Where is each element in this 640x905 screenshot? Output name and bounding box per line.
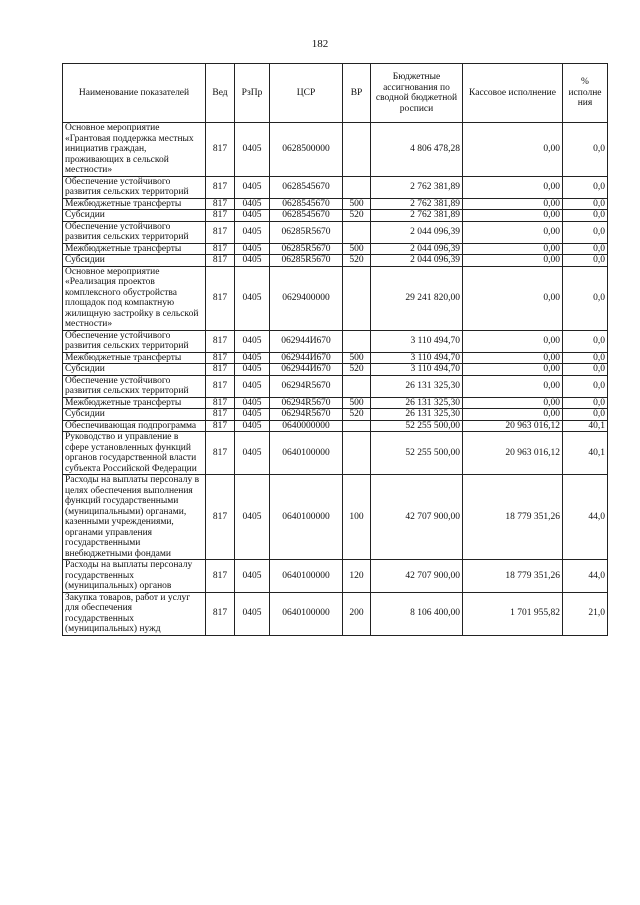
header-vr: ВР [343, 64, 371, 123]
cell-budget: 2 044 096,39 [371, 221, 463, 243]
cell-pct: 44,0 [563, 560, 608, 593]
cell-csr: 0628545670 [270, 210, 343, 222]
cell-rzpr: 0405 [235, 330, 270, 352]
table-row [63, 266, 608, 330]
cell-ved: 817 [206, 397, 235, 409]
cell-csr: 06294R5670 [270, 409, 343, 421]
cell-csr: 06285R5670 [270, 221, 343, 243]
cell-csr: 06294R5670 [270, 397, 343, 409]
cell-cash: 0,00 [463, 409, 563, 421]
table-row [63, 432, 608, 475]
cell-pct: 0,0 [563, 255, 608, 267]
cell-rzpr: 0405 [235, 475, 270, 560]
cell-vr: 200 [343, 592, 371, 635]
cell-budget: 3 110 494,70 [371, 330, 463, 352]
cell-ved: 817 [206, 364, 235, 376]
cell-pct: 0,0 [563, 397, 608, 409]
cell-vr [343, 266, 371, 330]
cell-name: Расходы на выплаты персоналу в целях обеспечения выполнения функций государственными (муниципальными) органами, казенными учреждениями, органами управления государственными внебюджетными фондами [63, 475, 206, 560]
cell-rzpr: 0405 [235, 243, 270, 255]
cell-ved: 817 [206, 266, 235, 330]
cell-budget: 2 762 381,89 [371, 210, 463, 222]
cell-ved: 817 [206, 352, 235, 364]
cell-vr: 500 [343, 397, 371, 409]
cell-rzpr: 0405 [235, 409, 270, 421]
cell-name: Обеспечивающая подпрограмма [63, 420, 206, 432]
cell-rzpr: 0405 [235, 397, 270, 409]
cell-csr: 0640100000 [270, 475, 343, 560]
table-row [63, 330, 608, 352]
cell-csr: 062944И670 [270, 330, 343, 352]
cell-csr: 0640100000 [270, 432, 343, 475]
table-row [63, 198, 608, 210]
cell-budget: 52 255 500,00 [371, 432, 463, 475]
table-header-row [63, 64, 608, 123]
cell-cash: 0,00 [463, 330, 563, 352]
cell-ved: 817 [206, 432, 235, 475]
cell-cash: 0,00 [463, 364, 563, 376]
table-row [63, 375, 608, 397]
cell-budget: 2 762 381,89 [371, 198, 463, 210]
cell-name: Обеспечение устойчивого развития сельских территорий [63, 330, 206, 352]
cell-ved: 817 [206, 198, 235, 210]
cell-name: Субсидии [63, 364, 206, 376]
cell-name: Межбюджетные трансферты [63, 352, 206, 364]
cell-rzpr: 0405 [235, 375, 270, 397]
cell-csr: 06294R5670 [270, 375, 343, 397]
cell-rzpr: 0405 [235, 592, 270, 635]
cell-pct: 0,0 [563, 330, 608, 352]
table-row [63, 364, 608, 376]
cell-cash: 0,00 [463, 123, 563, 177]
cell-ved: 817 [206, 330, 235, 352]
cell-pct: 0,0 [563, 375, 608, 397]
cell-cash: 0,00 [463, 397, 563, 409]
cell-pct: 0,0 [563, 210, 608, 222]
cell-ved: 817 [206, 409, 235, 421]
cell-rzpr: 0405 [235, 221, 270, 243]
cell-pct: 40,1 [563, 432, 608, 475]
cell-name: Субсидии [63, 210, 206, 222]
cell-pct: 0,0 [563, 364, 608, 376]
cell-budget: 2 044 096,39 [371, 255, 463, 267]
cell-cash: 0,00 [463, 375, 563, 397]
header-rzpr: РзПр [235, 64, 270, 123]
cell-vr [343, 375, 371, 397]
header-cash: Кассовое исполнение [463, 64, 563, 123]
page-number: 182 [311, 38, 329, 50]
cell-budget: 2 762 381,89 [371, 176, 463, 198]
cell-ved: 817 [206, 255, 235, 267]
cell-pct: 0,0 [563, 176, 608, 198]
cell-rzpr: 0405 [235, 198, 270, 210]
cell-cash: 0,00 [463, 255, 563, 267]
cell-cash: 0,00 [463, 198, 563, 210]
header-csr: ЦСР [270, 64, 343, 123]
table-row [63, 397, 608, 409]
cell-name: Обеспечение устойчивого развития сельских территорий [63, 375, 206, 397]
cell-cash: 0,00 [463, 176, 563, 198]
cell-budget: 29 241 820,00 [371, 266, 463, 330]
cell-name: Межбюджетные трансферты [63, 397, 206, 409]
cell-vr [343, 432, 371, 475]
cell-rzpr: 0405 [235, 432, 270, 475]
table-row [63, 123, 608, 177]
cell-budget: 52 255 500,00 [371, 420, 463, 432]
cell-vr: 520 [343, 255, 371, 267]
cell-vr [343, 420, 371, 432]
cell-vr: 500 [343, 352, 371, 364]
header-name: Наименование показателей [63, 64, 206, 123]
table-row [63, 352, 608, 364]
cell-pct: 0,0 [563, 123, 608, 177]
cell-ved: 817 [206, 560, 235, 593]
cell-name: Межбюджетные трансферты [63, 243, 206, 255]
table-row [63, 221, 608, 243]
cell-budget: 26 131 325,30 [371, 409, 463, 421]
cell-name: Межбюджетные трансферты [63, 198, 206, 210]
table-row [63, 243, 608, 255]
table-row [63, 409, 608, 421]
cell-pct: 0,0 [563, 352, 608, 364]
cell-cash: 18 779 351,26 [463, 560, 563, 593]
cell-vr: 520 [343, 409, 371, 421]
cell-pct: 0,0 [563, 266, 608, 330]
cell-name: Руководство и управление в сфере установленных функций органов государственной власти субъекта Российской Федерации [63, 432, 206, 475]
cell-vr [343, 123, 371, 177]
cell-ved: 817 [206, 475, 235, 560]
cell-ved: 817 [206, 420, 235, 432]
cell-rzpr: 0405 [235, 420, 270, 432]
cell-budget: 4 806 478,28 [371, 123, 463, 177]
table-row [63, 255, 608, 267]
table-row [63, 592, 608, 635]
cell-name: Обеспечение устойчивого развития сельских территорий [63, 176, 206, 198]
cell-budget: 26 131 325,30 [371, 397, 463, 409]
cell-pct: 0,0 [563, 221, 608, 243]
cell-name: Расходы на выплаты персоналу государственных (муниципальных) органов [63, 560, 206, 593]
cell-rzpr: 0405 [235, 176, 270, 198]
cell-csr: 0628500000 [270, 123, 343, 177]
cell-pct: 44,0 [563, 475, 608, 560]
cell-vr: 520 [343, 210, 371, 222]
cell-csr: 0640100000 [270, 560, 343, 593]
cell-cash: 0,00 [463, 221, 563, 243]
cell-budget: 42 707 900,00 [371, 560, 463, 593]
cell-csr: 062944И670 [270, 364, 343, 376]
cell-ved: 817 [206, 375, 235, 397]
cell-csr: 0628545670 [270, 198, 343, 210]
cell-budget: 8 106 400,00 [371, 592, 463, 635]
cell-vr: 500 [343, 243, 371, 255]
header-ved: Вед [206, 64, 235, 123]
cell-ved: 817 [206, 176, 235, 198]
cell-cash: 0,00 [463, 210, 563, 222]
cell-cash: 0,00 [463, 243, 563, 255]
cell-vr: 520 [343, 364, 371, 376]
cell-csr: 0628545670 [270, 176, 343, 198]
cell-pct: 0,0 [563, 198, 608, 210]
cell-rzpr: 0405 [235, 255, 270, 267]
cell-csr: 06285R5670 [270, 255, 343, 267]
cell-vr: 500 [343, 198, 371, 210]
table-row [63, 420, 608, 432]
cell-rzpr: 0405 [235, 210, 270, 222]
cell-name: Субсидии [63, 255, 206, 267]
cell-vr: 100 [343, 475, 371, 560]
cell-ved: 817 [206, 123, 235, 177]
cell-rzpr: 0405 [235, 123, 270, 177]
cell-cash: 18 779 351,26 [463, 475, 563, 560]
header-budget: Бюджетные ассигнования по сводной бюджетной росписи [371, 64, 463, 123]
budget-execution-table [62, 63, 608, 636]
cell-cash: 0,00 [463, 266, 563, 330]
header-pct: % исполне ния [563, 64, 608, 123]
cell-csr: 06285R5670 [270, 243, 343, 255]
cell-name: Основное мероприятие «Реализация проектов комплексного обустройства площадок под компактную жилищную застройку в сельской местности» [63, 266, 206, 330]
cell-budget: 26 131 325,30 [371, 375, 463, 397]
cell-pct: 21,0 [563, 592, 608, 635]
table-row [63, 560, 608, 593]
cell-ved: 817 [206, 243, 235, 255]
cell-vr: 120 [343, 560, 371, 593]
table-row [63, 475, 608, 560]
cell-rzpr: 0405 [235, 352, 270, 364]
cell-name: Обеспечение устойчивого развития сельских территорий [63, 221, 206, 243]
cell-vr [343, 176, 371, 198]
cell-csr: 0640100000 [270, 592, 343, 635]
cell-pct: 0,0 [563, 243, 608, 255]
cell-ved: 817 [206, 221, 235, 243]
cell-ved: 817 [206, 592, 235, 635]
cell-cash: 1 701 955,82 [463, 592, 563, 635]
cell-rzpr: 0405 [235, 364, 270, 376]
cell-name: Основное мероприятие «Грантовая поддержка местных инициатив граждан, проживающих в сельской местности» [63, 123, 206, 177]
cell-rzpr: 0405 [235, 266, 270, 330]
cell-csr: 0640000000 [270, 420, 343, 432]
cell-vr [343, 221, 371, 243]
cell-pct: 0,0 [563, 409, 608, 421]
cell-cash: 0,00 [463, 352, 563, 364]
cell-cash: 20 963 016,12 [463, 432, 563, 475]
table-row [63, 176, 608, 198]
cell-rzpr: 0405 [235, 560, 270, 593]
cell-budget: 2 044 096,39 [371, 243, 463, 255]
cell-vr [343, 330, 371, 352]
cell-budget: 3 110 494,70 [371, 364, 463, 376]
cell-budget: 42 707 900,00 [371, 475, 463, 560]
cell-budget: 3 110 494,70 [371, 352, 463, 364]
table-row [63, 210, 608, 222]
cell-name: Субсидии [63, 409, 206, 421]
cell-pct: 40,1 [563, 420, 608, 432]
cell-ved: 817 [206, 210, 235, 222]
cell-csr: 062944И670 [270, 352, 343, 364]
cell-cash: 20 963 016,12 [463, 420, 563, 432]
cell-name: Закупка товаров, работ и услуг для обеспечения государственных (муниципальных) нужд [63, 592, 206, 635]
cell-csr: 0629400000 [270, 266, 343, 330]
